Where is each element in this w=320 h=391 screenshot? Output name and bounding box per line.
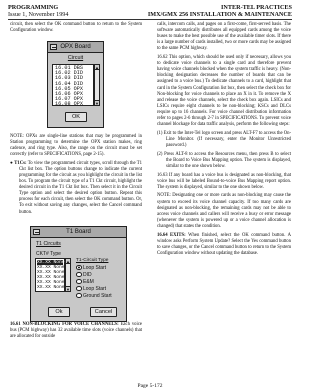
opx-board-title: OPX Board — [60, 44, 91, 50]
t1-list-scrollbar[interactable] — [65, 258, 71, 292]
right-column — [157, 22, 291, 260]
list-item[interactable]: 16.08 OPX — [55, 101, 84, 108]
list-item[interactable]: 16.02 DID — [55, 70, 84, 77]
ok-button[interactable]: Ok — [48, 307, 70, 317]
step-1-num: (1) — [157, 130, 163, 136]
step-2-text: Press ALT-8 to access the Resources menu, then press B to select the Board to Voice Bus Mapping option. The system is displayed, similar to the one shown below. — [164, 151, 292, 169]
option-did[interactable] — [76, 272, 92, 278]
radio-icon[interactable] — [76, 293, 82, 298]
scroll-down-icon[interactable]: ▼ — [66, 287, 70, 292]
header-title: PROGRAMMING — [8, 4, 59, 11]
exits-text: When finished, select the OK command button. A window asks Perform System Update? Select the Yes command button to save changes, or the Cancel command button to return to the System Configuration window without updating the database. — [157, 232, 291, 256]
system-menu-icon[interactable] — [50, 44, 57, 50]
step-2 — [157, 152, 291, 170]
scroll-down-icon[interactable]: ▼ — [95, 101, 99, 106]
right-p1: calls, intercom calls, and pages on a first-come, first-served basis. The software automatically distributes all equipped cards among the voice buses to make the best possible use of the available timer slots. If there is a large number of cards installed, two or more cards may be assigned to the same PCM highway. — [157, 22, 291, 52]
t1c-bullet-text: To view the programmed circuit types, scroll through the T1 Ckt list box. The option buttons change to indicate the current programming for the circuit as you highlight the circuit in the list box. To program the circuit type of a T1 Ckt circuit, highlight the desired circuit in the T1 Ckt list box. Then select it in the Circuit Type option and select the desired option button. Repeat this process for each circuit, then select the OK command button. Or, To exit without saving any changes, select the Cancel command button. — [19, 160, 142, 215]
exits-title: 16.64 EXITS: — [157, 232, 186, 238]
circuit-type-title: T1-Circuit Type — [76, 258, 109, 263]
system-menu-icon[interactable] — [33, 229, 40, 235]
header-issue: Issue 1, November 1994 — [8, 11, 69, 18]
header-rule — [8, 19, 292, 20]
radio-icon[interactable] — [76, 272, 82, 277]
step-1-text: Exit to the Inter-Tel logo screen and press ALT-F7 to access the On-Line Monitor. (If necessary, enter the Monitor Unrestricted password.) — [163, 130, 292, 148]
list-item[interactable]: 16.03 DID — [55, 75, 84, 82]
header-right — [148, 4, 292, 18]
header-left — [8, 4, 69, 18]
radio-icon[interactable] — [76, 286, 82, 291]
opx-note: NOTE: OPXs are single-line stations that may be programmed in Station programming to determine the OPX station makes, ring cadence, and ring type. Also, the range on the circuit must be set correctly (refer to SPECIFICATIONS, page 2-15). — [10, 133, 142, 158]
circuit-label: Circuit — [67, 55, 84, 61]
list-item[interactable]: 16.01 DBS — [55, 65, 84, 71]
option-em[interactable] — [76, 279, 94, 285]
section-16-61-text: Each voice bus (PCM highway) has 32 available time slots (voice channels) that are allocated for outside — [10, 322, 142, 340]
circuit-list-scrollbar[interactable] — [94, 64, 100, 106]
section-16-61 — [10, 322, 142, 340]
option-label: Loop Start — [83, 286, 107, 292]
right-p2: 16.62 This option, which should be used only if necessary, allows you to dedicate voice channels to a single card and therefore prevent having voice channels blocked when the system traffic is heavy. (Non-blocking designation decreases the number of boards that can be assigned to a voice bus.) To dedicate channels to a card, highlight that card in the System Configuration list box, then select the check box for Non-blocking for voice channels to place an X in it. To remove the X and release the voice channels, select the check box again. LSICs and LSICs require eight channels to be non-blocking; KSCs and DLCs require up to 16 channels. For voice channel distribution information refer to pages 2-6 through 2-7 in SPECIFICATIONS. To prevent voice channel blockage for data traffic analysis, perform the following steps: — [157, 55, 291, 128]
header-right-line1: INTER-TEL PRACTICES — [220, 4, 292, 11]
list-item[interactable]: XX.XX None — [37, 264, 65, 270]
list-item[interactable]: XX.XX None — [37, 269, 65, 275]
section-16-61-title: 16.61 NON-BLOCKING FOR VOICE CHANNELS: — [10, 322, 119, 328]
option-label: Loop Start — [83, 265, 107, 271]
ckt-type-header: CKT# Type — [36, 251, 61, 257]
opx-board-dialog — [47, 41, 104, 128]
t1-board-dialog — [30, 226, 127, 322]
t1-circuits-label: T1 Circuits — [36, 241, 61, 247]
list-item[interactable]: XX.XX None — [37, 259, 65, 265]
list-item[interactable]: 16.06 OPX — [55, 90, 84, 97]
intro-paragraph: circuit, then select the OK command button to return to the System Configuration window. — [10, 22, 142, 34]
cancel-button[interactable]: Cancel — [90, 307, 117, 317]
option-loop-start-2[interactable] — [76, 286, 106, 292]
option-label: DID — [83, 272, 92, 278]
scroll-up-icon[interactable]: ▲ — [95, 65, 99, 70]
t1-board-titlebar — [31, 227, 126, 238]
right-p4: NOTE: Designating one or more cards as non-blocking may cause the system to exceed its voice channel capacity. If too many cards are designated as non-blocking, the remaining cards may not be able to access voice channels and callers will receive a busy or error message (whenever the system is powered up or a voice channel allocation is changed) that states the condition. — [157, 193, 291, 229]
ok-button[interactable]: OK — [65, 112, 87, 122]
list-item[interactable]: XX.XX None — [37, 285, 65, 291]
step-1 — [157, 131, 291, 149]
step-2-num: (2) — [157, 151, 163, 157]
right-p5 — [157, 233, 291, 257]
t1-board-title: T1 Board — [66, 229, 91, 235]
opx-board-titlebar — [48, 42, 103, 53]
list-item[interactable]: XX.XX None — [37, 280, 65, 286]
header-right-line2: IMX/GMX 256 INSTALLATION & MAINTENANCE — [147, 11, 292, 18]
right-p3: 16.63 If any board has a voice bus is designated as non-blocking, that voice bus will be labeled Bound-to-voice Bus Mapping report option. The system is displayed, similar to the one shown below. — [157, 172, 291, 190]
circuit-list[interactable] — [52, 64, 94, 106]
option-label: E&M — [83, 279, 94, 285]
option-label: Ground Start — [83, 293, 112, 299]
t1-circuit-list[interactable] — [35, 258, 65, 292]
t1c-bullet-label: T1Cs: — [14, 160, 27, 166]
scroll-up-icon[interactable]: ▲ — [66, 259, 70, 264]
option-loop-start[interactable] — [76, 265, 106, 271]
list-item[interactable]: 16.05 OPX — [55, 85, 84, 92]
option-ground-start[interactable] — [76, 293, 112, 299]
list-item[interactable]: 16.04 DID — [55, 80, 84, 87]
page-number: Page 5-172 — [137, 383, 163, 389]
t1c-bullet: ● T1Cs: To view the programmed circuit types, scroll through the T1 Ckt list box. The option buttons change to indicate the current programming for the circuit as you highlight the circuit in the list box. To program the circuit type of a T1 Ckt circuit, highlight the desired circuit in the T1 Ckt list box. Then select it in the Circuit Type option and select the desired option button. Repeat this process for each circuit, then select the OK command button. Or, To exit without saving any changes, select the Cancel command button. — [10, 160, 142, 215]
radio-selected-icon[interactable] — [76, 265, 82, 270]
radio-icon[interactable] — [76, 279, 82, 284]
list-item[interactable]: XX.XX None — [37, 275, 65, 281]
list-item[interactable]: 16.07 OPX — [55, 96, 84, 103]
